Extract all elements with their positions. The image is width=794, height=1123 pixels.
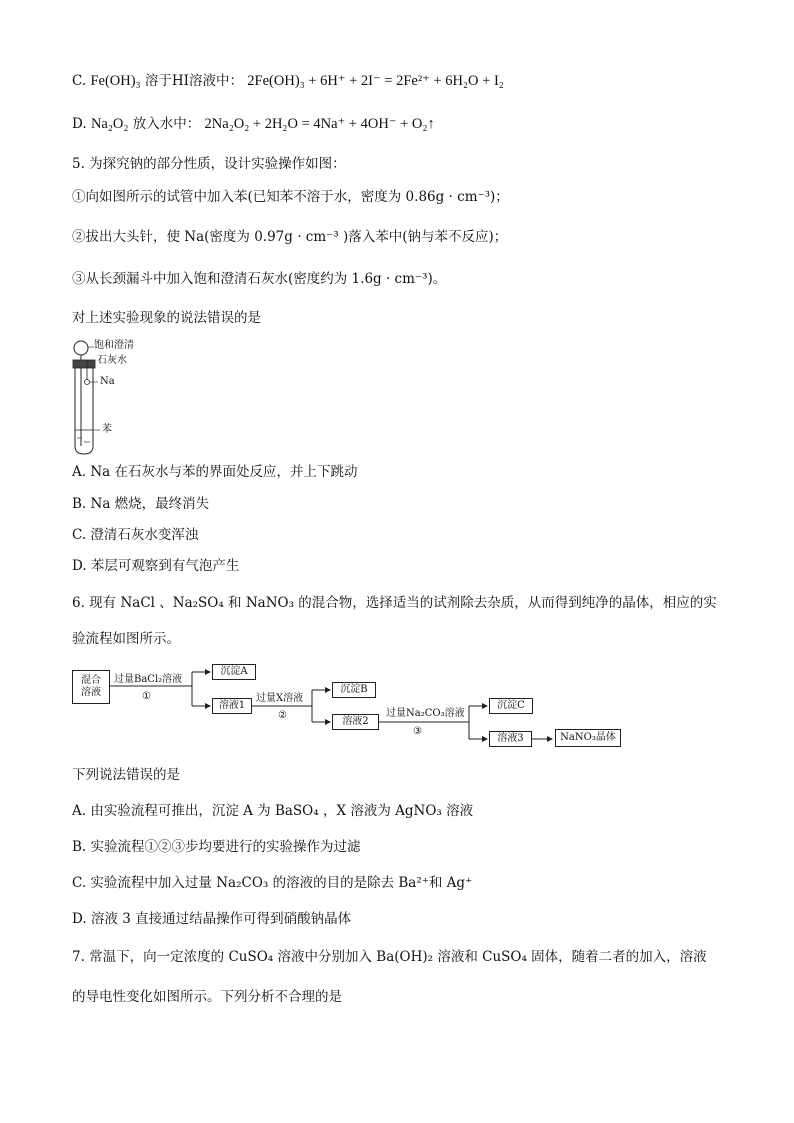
step1-reagent: 过量BaCl₂溶液 bbox=[114, 674, 183, 685]
q5-option-b: B. Na 燃烧，最终消失 bbox=[72, 496, 210, 512]
precipitate-a-box: 沉淀A bbox=[212, 664, 256, 680]
option-text: 溶于HI溶液中： bbox=[144, 73, 243, 89]
stopper bbox=[73, 360, 95, 368]
solution-2-box: 溶液2 bbox=[332, 714, 379, 730]
option-d-line bbox=[72, 115, 435, 133]
equation: 2Fe(OH)₃ + 6H⁺ + 2I⁻ = 2Fe²⁺ + 6H₂O + I₂ bbox=[247, 73, 504, 89]
formula: Fe(OH)₃ bbox=[90, 73, 141, 89]
step2-reagent: 过量X溶液 bbox=[256, 693, 304, 704]
q5-option-a: A. Na 在石灰水与苯的界面处反应，并上下跳动 bbox=[72, 464, 358, 480]
option-label: D. bbox=[72, 116, 87, 132]
question-6-stem: 6. 现有 NaCl 、Na₂SO₄ 和 NaNO₃ 的混合物，选择适当的试剂除去杂质，从而得到纯净的晶体，相应的实 bbox=[72, 595, 717, 611]
tube-wall bbox=[75, 368, 93, 454]
option-label: C. bbox=[72, 73, 87, 89]
question-7-stem-cont: 的导电性变化如图所示。下列分析不合理的是 bbox=[72, 989, 342, 1005]
solution-3-box: 溶液3 bbox=[489, 731, 532, 747]
q6-option-c: C. 实验流程中加入过量 Na₂CO₃ 的溶液的目的是除去 Ba²⁺和 Ag⁺ bbox=[72, 875, 473, 891]
funnel-bulb bbox=[74, 341, 88, 355]
step-3-text: ③从长颈漏斗中加入饱和澄清石灰水(密度约为 1.6g · cm⁻³)。 bbox=[72, 271, 447, 287]
question-5-prompt: 对上述实验现象的说法错误的是 bbox=[72, 310, 261, 326]
question-7-stem: 7. 常温下，向一定浓度的 CuSO₄ 溶液中分别加入 Ba(OH)₂ 溶液和 CuSO₄ 固体，随着二者的加入，溶液 bbox=[72, 949, 707, 965]
step2-number: ② bbox=[278, 710, 287, 721]
flow-diagram bbox=[72, 660, 632, 750]
option-c-line bbox=[72, 72, 504, 90]
formula: Na₂O₂ bbox=[90, 116, 129, 132]
limewater-label-1: 饱和澄清 bbox=[94, 340, 134, 351]
step3-number: ③ bbox=[413, 726, 422, 737]
question-6-stem-cont: 验流程如图所示。 bbox=[72, 631, 180, 647]
sodium-piece bbox=[85, 380, 90, 385]
step-2-text: ②拔出大头针，使 Na(密度为 0.97g · cm⁻³ )落入苯中(钠与苯不反应)； bbox=[72, 229, 508, 245]
product-box: NaNO₃晶体 bbox=[555, 729, 621, 747]
benzene-label: 苯 bbox=[102, 424, 112, 435]
step-1-text: ①向如图所示的试管中加入苯(已知苯不溶于水，密度为 0.86g · cm⁻³)； bbox=[72, 189, 509, 205]
q6-option-b: B. 实验流程①②③步均要进行的实验操作为过滤 bbox=[72, 839, 361, 855]
q6-option-d: D. 溶液 3 直接通过结晶操作可得到硝酸钠晶体 bbox=[72, 911, 352, 927]
precipitate-b-box: 沉淀B bbox=[332, 682, 376, 698]
limewater-label-2: 石灰水 bbox=[97, 355, 127, 366]
step3-reagent: 过量Na₂CO₃溶液 bbox=[386, 708, 465, 719]
q6-option-a: A. 由实验流程可推出，沉淀 A 为 BaSO₄ ，X 溶液为 AgNO₃ 溶液 bbox=[72, 803, 474, 819]
option-text: 放入水中： bbox=[132, 116, 201, 132]
q5-option-c: C. 澄清石灰水变浑浊 bbox=[72, 527, 199, 543]
q5-option-d: D. 苯层可观察到有气泡产生 bbox=[72, 558, 240, 574]
precipitate-c-box: 沉淀C bbox=[489, 698, 533, 714]
question-5-stem: 5. 为探究钠的部分性质，设计实验操作如图： bbox=[72, 156, 346, 172]
equation: 2Na₂O₂ + 2H₂O = 4Na⁺ + 4OH⁻ + O₂↑ bbox=[204, 116, 435, 132]
question-6-prompt: 下列说法错误的是 bbox=[72, 767, 180, 783]
sodium-label: Na bbox=[100, 376, 115, 387]
solution-1-box: 溶液1 bbox=[212, 698, 252, 714]
mixed-solution-box: 混合 溶液 bbox=[72, 670, 110, 704]
step1-number: ① bbox=[142, 691, 151, 702]
